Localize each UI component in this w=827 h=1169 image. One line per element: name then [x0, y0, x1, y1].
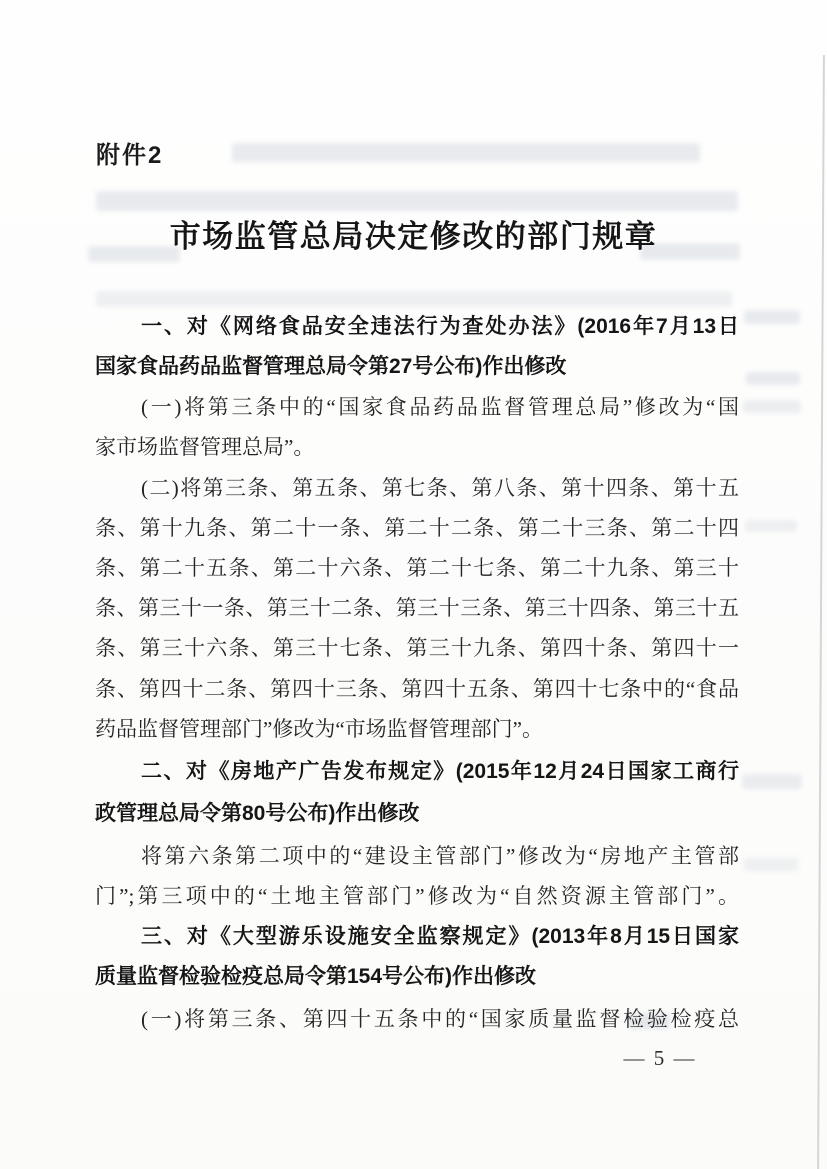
doc-line: (一)将第三条、第四十五条中的“国家质量监督检验检疫总: [141, 1007, 739, 1031]
doc-line: (二)将第三条、第五条、第七条、第八条、第十四条、第十五: [141, 476, 739, 500]
bleed-through-artifact: [744, 858, 798, 871]
bleed-through-artifact: [744, 310, 800, 324]
doc-line: 政管理总局令第80号公布)作出修改: [95, 802, 420, 825]
doc-line: 将第六条第二项中的“建设主管部门”修改为“房地产主管部: [141, 844, 739, 868]
doc-line: 门”;第三项中的“土地主管部门”修改为“自然资源主管部门”。: [95, 884, 739, 908]
doc-line: 一、对《网络食品安全违法行为查处办法》(2016年7月13日: [141, 315, 739, 338]
bleed-through-artifact: [746, 372, 800, 385]
bleed-through-artifact: [743, 400, 801, 413]
doc-line: 质量监督检验检疫总局令第154号公布)作出修改: [95, 965, 537, 988]
doc-line: 条、第三十六条、第三十七条、第三十九条、第四十条、第四十一: [95, 636, 739, 660]
doc-line: 家市场监督管理总局”。: [95, 435, 315, 459]
doc-line: 条、第二十五条、第二十六条、第二十七条、第二十九条、第三十: [95, 556, 739, 580]
doc-line: 国家食品药品监督管理总局令第27号公布)作出修改: [95, 355, 567, 378]
doc-line: 二、对《房地产广告发布规定》(2015年12月24日国家工商行: [141, 760, 739, 783]
doc-line: 条、第三十一条、第三十二条、第三十三条、第三十四条、第三十五: [95, 596, 739, 620]
doc-line: (一)将第三条中的“国家食品药品监督管理总局”修改为“国: [141, 395, 739, 419]
doc-line: 条、第四十二条、第四十三条、第四十五条、第四十七条中的“食品: [95, 677, 739, 701]
document-title: 市场监管总局决定修改的部门规章: [169, 219, 658, 254]
bleed-through-artifact: [96, 191, 738, 211]
bleed-through-artifact: [96, 291, 732, 307]
bleed-through-artifact: [232, 143, 700, 162]
page-number: — 5 —: [623, 1046, 697, 1070]
doc-line: 条、第十九条、第二十一条、第二十二条、第二十三条、第二十四: [95, 516, 739, 540]
doc-line: 药品监督管理部门”修改为“市场监督管理部门”。: [95, 717, 543, 741]
attachment-label: 附件2: [96, 142, 164, 169]
doc-line: 三、对《大型游乐设施安全监察规定》(2013年8月15日国家: [141, 925, 739, 948]
bleed-through-artifact: [742, 774, 802, 789]
bleed-through-artifact: [745, 520, 797, 532]
